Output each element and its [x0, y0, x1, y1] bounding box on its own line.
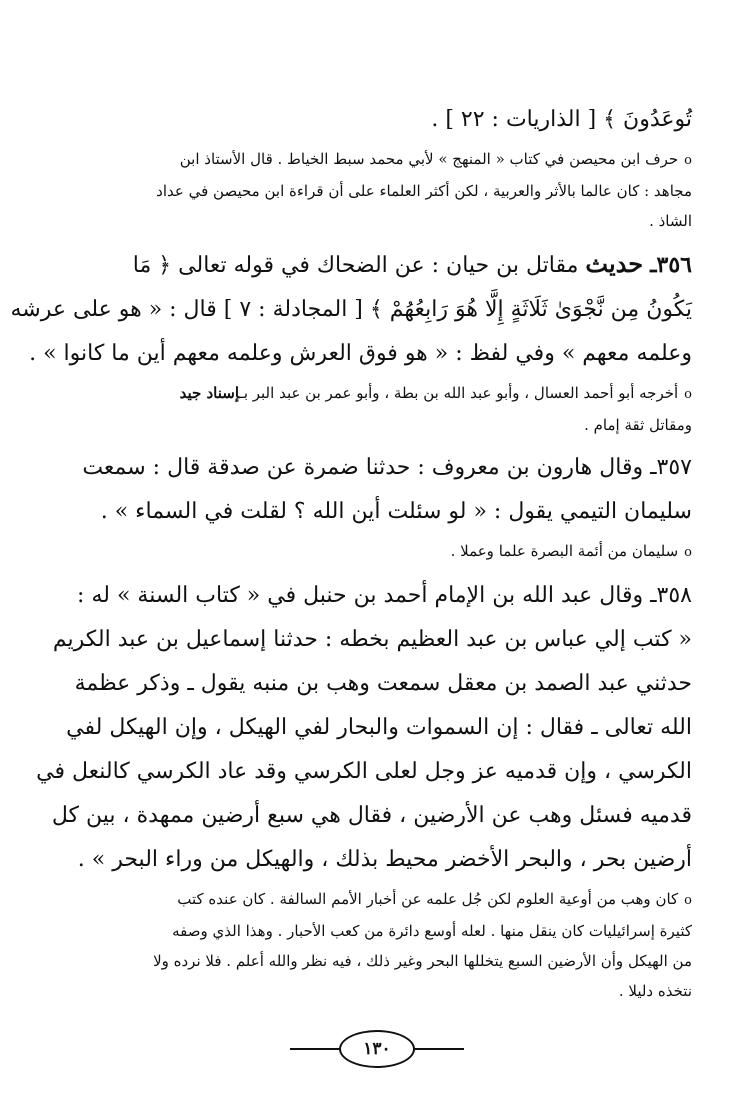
page-number: ١٣٠: [339, 1030, 415, 1068]
note-356: [62, 378, 692, 440]
hadith-line: وعلمه معهم » وفي لفظ : « هو فوق العرش وعلمه معهم أين ما كانوا » .: [29, 341, 692, 366]
note-line: مجاهد : كان عالما بالأثر والعربية ، لكن أكثر العلماء على أن قراءة ابن محيصن في عداد: [156, 182, 692, 200]
hadith-line: ٣٥٨ـ وقال عبد الله بن الإمام أحمد بن حنبل في « كتاب السنة » له :: [77, 583, 692, 608]
note-line: ومقاتل ثقة إمام .: [584, 416, 692, 434]
quran-verse-end: تُوعَدُونَ ﴾ [ الذاريات : ٢٢ ] .: [431, 107, 692, 132]
page-footer: [0, 1030, 754, 1068]
hadith-356: [10, 242, 692, 376]
verse-end-line: [62, 98, 692, 142]
bullet-icon: o: [684, 387, 692, 402]
bullet-icon: o: [684, 153, 692, 168]
bullet-icon: o: [684, 893, 692, 908]
hadith-line: أرضين بحر ، والبحر الأخضر محيط بذلك ، والهيكل من وراء البحر » .: [77, 847, 692, 872]
hadith-357: [62, 446, 692, 534]
note-line: نتخذه دليلا .: [618, 982, 692, 1000]
note-line: الشاذ .: [649, 212, 692, 230]
hadith-line: الله تعالى ـ فقال : إن السموات والبحار لفي الهيكل ، وإن الهيكل لفي: [66, 715, 692, 740]
note-358: [62, 884, 692, 1006]
note-line: من الهيكل وأن الأرضين السبع يتخللها البحر وغير ذلك ، فيه نظر والله أعلم . فلا نرده ولا: [153, 952, 692, 970]
bullet-icon: o: [684, 545, 692, 560]
note-line: oأخرجه أبو أحمد العسال ، وأبو عبد الله بن بطة ، وأبو عمر بن عبد البر بـإسناد جيد: [62, 378, 692, 410]
page-body: [10, 92, 692, 1008]
hadith-358: [36, 574, 692, 882]
hadith-line: قدميه فسئل وهب عن الأرضين ، فقال هي سبع أرضين ممهدة ، بين كل: [51, 803, 692, 828]
hadith-line: ٣٥٧ـ وقال هارون بن معروف : حدثنا ضمرة عن صدقة قال : سمعت: [82, 455, 692, 480]
hadith-line: ٣٥٦ـ حديث مقاتل بن حيان : عن الضحاك في قوله تعالى ﴿ مَا: [132, 249, 692, 278]
note-line: oحرف ابن محيصن في كتاب « المنهج » لأبي محمد سبط الخياط . قال الأستاذ ابن: [62, 144, 692, 176]
note-ibn-muhaysin: [62, 144, 692, 236]
hadith-label: حديث: [585, 249, 644, 278]
hadith-line: حدثني عبد الصمد بن معقل سمعت وهب بن منبه يقول ـ وذكر عظمة: [74, 671, 692, 696]
hadith-line: يَكُونُ مِن نَّجْوَىٰ ثَلَاثَةٍ إِلَّا هُوَ رَابِعُهُمْ ﴾ [ المجادلة : ٧ ] قال : « هو على عرشه: [10, 297, 692, 322]
note-line: oكان وهب من أوعية العلوم لكن جُل علمه عن أخبار الأمم السالفة . كان عنده كتب: [62, 884, 692, 916]
hadith-line: سليمان التيمي يقول : « لو سئلت أين الله ؟ لقلت في السماء » .: [100, 499, 692, 524]
note-line: كثيرة إسرائيليات كان ينقل منها . لعله أوسع دائرة من كعب الأحبار . وهذا الذي وصفه: [172, 922, 692, 940]
isnad-grade: إسناد جيد: [179, 384, 240, 402]
hadith-number: ٣٥٦ـ: [650, 252, 692, 278]
note-line: oسليمان من أئمة البصرة علما وعملا .: [62, 536, 692, 568]
note-357: [62, 536, 692, 568]
hadith-line: الكرسي ، وإن قدميه عز وجل لعلى الكرسي وقد عاد الكرسي كالنعل في: [36, 759, 692, 784]
hadith-line: « كتب إلي عباس بن عبد العظيم بخطه : حدثنا إسماعيل بن عبد الكريم: [52, 627, 692, 652]
